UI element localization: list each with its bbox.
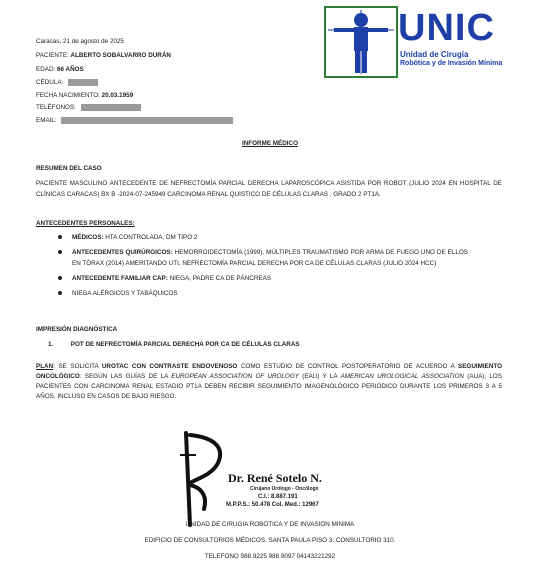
bullet-icon bbox=[58, 250, 62, 254]
history-item-label: ANTECEDENTE FAMILIAR CAP: bbox=[72, 275, 168, 282]
history-heading: ANTECEDENTES PERSONALES: bbox=[36, 220, 135, 227]
plan-italic-1: EUROPEAN ASSOCIATION OF UROLOGY bbox=[171, 373, 299, 380]
email-label: EMAIL: bbox=[36, 117, 57, 125]
stamp-specialty: Cirujano Urólogo - Oncólogo bbox=[250, 486, 319, 492]
phones-row bbox=[36, 104, 141, 112]
diagnosis-row bbox=[48, 341, 300, 349]
footer-line-2: EDIFICIO DE CONSULTORIOS MÉDICOS. SANTA PAULA PISO 3. CONSULTORIO 310. bbox=[144, 537, 396, 544]
age-row bbox=[36, 66, 84, 74]
history-item-label: ANTECEDENTES QUIRÚRGICOS: bbox=[72, 249, 173, 256]
email-row bbox=[36, 117, 233, 125]
bullet-icon bbox=[58, 235, 62, 239]
list-item bbox=[58, 288, 468, 299]
logo-line-1: Unidad de Cirugía bbox=[400, 50, 469, 59]
plan-bold-2: SEGUIMIENTO ONCOLÓGICO bbox=[36, 363, 502, 380]
patient-row bbox=[36, 52, 171, 60]
plan-part-4: (EAU) Y LA bbox=[298, 373, 341, 380]
diagnosis-number: 1. bbox=[48, 341, 54, 348]
plan-part-5: (AUA), LOS PACIENTES CON CARCINOMA RENAL ESTADIO PT1A DEBEN RECIBIR SEGUIMIENTO IMAGENOLÓGICO PERIÓDICO DURANTE LOS PRIMEROS 3 A 5 AÑOS, INCLUSO EN CASOS DE BAJO RIESGO. bbox=[36, 373, 503, 400]
bullet-icon bbox=[58, 276, 62, 280]
phones-redaction bbox=[81, 104, 141, 111]
history-item-text: HEMORROIDECTOMÍA (1999), MÚLTIPLES TRAUMATISMO POR ARMA DE FUEGO UNO DE ELLOS EN TÓRAX (2014) AMERITANDO UTI, NEFRECTOMÍA PARCIAL DERECHA POR CA DE CÉLULAS CLARAS (JULIO 2024 HCC) bbox=[72, 249, 468, 267]
age-label: EDAD: bbox=[36, 66, 56, 73]
patient-name: ALBERTO SOBALVARRO DURÁN bbox=[70, 52, 171, 59]
history-item-text: NIEGA, PADRE CA DE PÁNCREAS bbox=[169, 275, 271, 282]
stamp-ci: C.I.: 8.887.191 bbox=[258, 494, 298, 500]
diagnosis-text: POT DE NEFRECTOMÍA PARCIAL DERECHA POR CA DE CÉLULAS CLARAS bbox=[70, 341, 300, 348]
stamp-mpps: M.P.P.S.: 50.478 Col. Med.: 12967 bbox=[226, 502, 319, 508]
footer-line-1: UNIDAD DE CIRUGIA ROBOTICA Y DE INVASION MINIMA bbox=[185, 521, 355, 528]
logo-figure-box bbox=[324, 6, 398, 78]
birth-value: 20.03.1959 bbox=[101, 92, 134, 99]
summary-text: PACIENTE MASCULINO ANTECEDENTE DE NEFRECTOMÍA PARCIAL DERECHA LAPAROSCÓPICA ASISTIDA POR ROBOT (JULIO 2024 EN HOSPITAL DE CLÍNICAS CARACAS) BX B -2024-07-245949 CARCINOMA RENAL QUISTICO DE CÉLULAS CLARAS , GRADO 2 PT1A. bbox=[36, 180, 502, 198]
document-title: INFORME MÉDICO bbox=[242, 140, 298, 147]
list-item bbox=[58, 273, 468, 284]
email-redaction bbox=[61, 117, 233, 124]
plan-italic-2: AMERICAN UROLOGICAL ASSOCIATION bbox=[340, 373, 464, 380]
plan-paragraph bbox=[36, 362, 502, 402]
plan-label: PLAN bbox=[36, 363, 54, 370]
logo-brand: UNIC bbox=[398, 7, 495, 49]
patient-label: PACIENTE: bbox=[36, 52, 69, 59]
history-item-label: MÉDICOS: bbox=[72, 234, 104, 241]
id-row bbox=[36, 79, 98, 87]
age-value: 66 AÑOS bbox=[57, 66, 84, 73]
id-label: CÉDULA: bbox=[36, 79, 64, 87]
plan-part-1: : SE SOLICITA bbox=[53, 363, 102, 370]
phones-label: TELÉFONOS: bbox=[36, 104, 76, 112]
robot-figure-icon bbox=[326, 8, 396, 76]
plan-part-3: : SEGÚN LAS GUÍAS DE LA bbox=[79, 373, 172, 380]
id-redaction bbox=[68, 79, 98, 86]
diagnosis-heading: IMPRESIÓN DIAGNÓSTICA bbox=[36, 326, 118, 333]
history-item-text: HTA CONTROLADA, DM TIPO 2 bbox=[105, 234, 198, 241]
list-item bbox=[58, 232, 468, 243]
list-item bbox=[58, 247, 468, 269]
footer-line-3: TELEFONO 988.9225 988.9097 04143221292 bbox=[204, 553, 336, 560]
stamp-name: Dr. René Sotelo N. bbox=[228, 471, 322, 485]
place-date: Caracas, 21 de agosto de 2025 bbox=[36, 38, 124, 45]
plan-bold-1: UROTAC CON CONTRASTE ENDOVENOSO bbox=[101, 363, 238, 370]
bullet-icon bbox=[58, 291, 62, 295]
summary-heading: RESUMEN DEL CASO bbox=[36, 165, 102, 172]
plan-part-2: COMO ESTUDIO DE CONTROL POSTOPERATORIO DE ACUERDO A bbox=[237, 363, 459, 370]
history-list bbox=[58, 232, 468, 303]
birth-label: FECHA NACIMIENTO: bbox=[36, 92, 100, 99]
birth-row bbox=[36, 92, 133, 100]
history-item-text: NIEGA ALÉRGICOS Y TABÁQUICOS bbox=[72, 290, 178, 297]
logo-line-2: Robótica y de Invasión Mínima bbox=[400, 60, 503, 67]
